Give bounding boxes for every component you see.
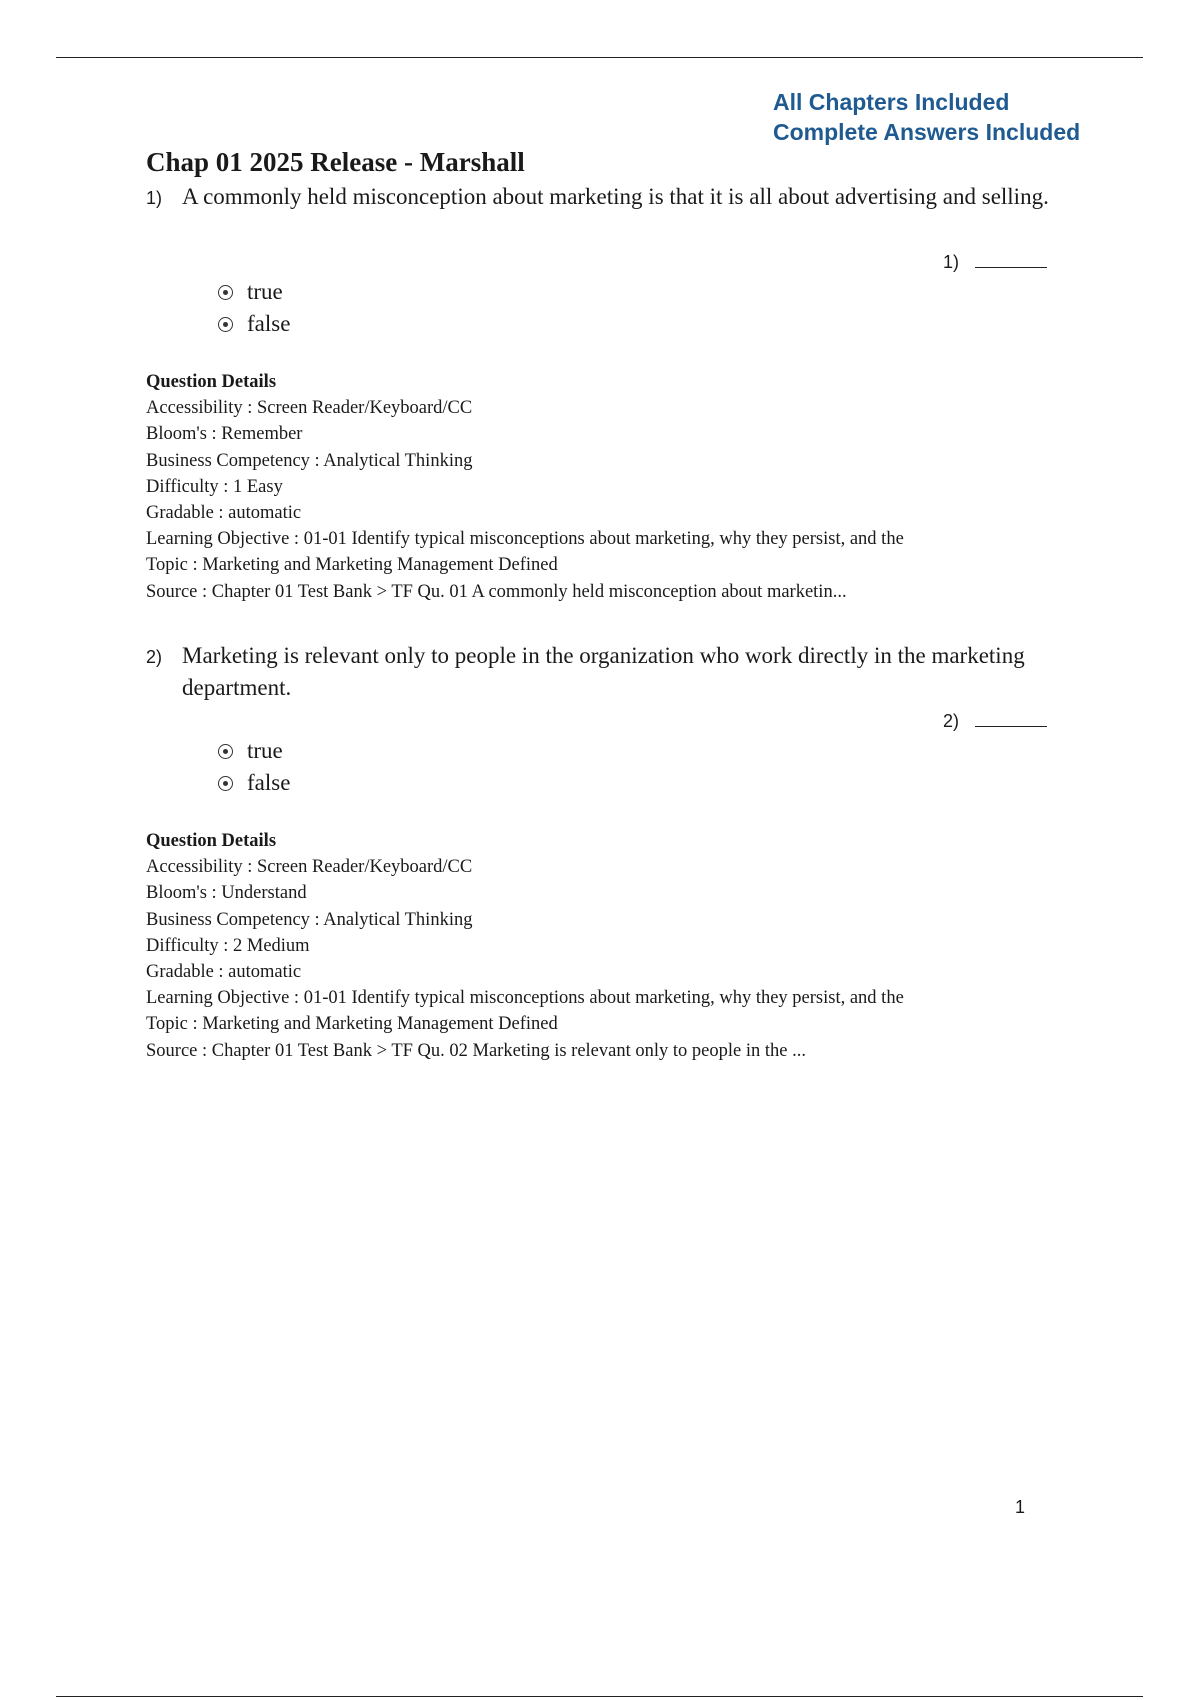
option-false[interactable]	[218, 767, 290, 799]
detail-gradable: Gradable : automatic	[146, 962, 302, 983]
answer-blank[interactable]	[975, 708, 1047, 727]
promo-banner	[773, 87, 1080, 147]
detail-gradable: Gradable : automatic	[146, 503, 302, 524]
detail-blooms: Bloom's : Remember	[146, 424, 303, 445]
answer-label: 2)	[943, 711, 960, 731]
detail-learning-objective: Learning Objective : 01-01 Identify typical misconceptions about marketing, why they persist, and the	[146, 529, 904, 550]
question-stem	[146, 181, 1106, 251]
answer-options	[218, 735, 290, 799]
radio-icon[interactable]	[218, 285, 233, 300]
answer-label: 1)	[943, 252, 960, 272]
radio-icon[interactable]	[218, 776, 233, 791]
question-number: 1)	[146, 188, 163, 208]
question-stem	[146, 640, 1106, 710]
option-label: false	[247, 770, 291, 795]
detail-business-competency: Business Competency : Analytical Thinking	[146, 909, 473, 930]
option-label: true	[247, 738, 283, 763]
answer-slot	[943, 249, 1047, 273]
detail-source: Source : Chapter 01 Test Bank > TF Qu. 01 A commonly held misconception about marketin...	[146, 581, 847, 602]
detail-accessibility: Accessibility : Screen Reader/Keyboard/CC	[146, 398, 473, 419]
detail-topic: Topic : Marketing and Marketing Management Defined	[146, 1014, 558, 1035]
answer-slot	[943, 708, 1047, 732]
option-label: false	[247, 311, 291, 336]
option-false[interactable]	[218, 308, 290, 340]
option-label: true	[247, 279, 283, 304]
detail-difficulty: Difficulty : 2 Medium	[146, 935, 310, 956]
question-details	[146, 828, 904, 1064]
detail-topic: Topic : Marketing and Marketing Management Defined	[146, 555, 558, 576]
details-heading: Question Details	[146, 831, 277, 851]
option-true[interactable]	[218, 276, 290, 308]
question-number: 2)	[146, 647, 163, 667]
radio-icon[interactable]	[218, 317, 233, 332]
detail-business-competency: Business Competency : Analytical Thinking	[146, 450, 473, 471]
question-1	[146, 181, 1106, 602]
question-text: Marketing is relevant only to people in the organization who work directly in the marketing department.	[182, 643, 1025, 700]
detail-difficulty: Difficulty : 1 Easy	[146, 476, 283, 497]
question-2	[146, 640, 1106, 1061]
option-true[interactable]	[218, 735, 290, 767]
detail-accessibility: Accessibility : Screen Reader/Keyboard/CC	[146, 857, 473, 878]
question-text: A commonly held misconception about marketing is that it is all about advertising and selling.	[182, 184, 1049, 209]
banner-line-2: Complete Answers Included	[773, 119, 1081, 145]
answer-blank[interactable]	[975, 249, 1047, 268]
question-details	[146, 369, 904, 605]
footer-rule	[56, 1696, 1143, 1697]
answer-options	[218, 276, 290, 340]
detail-learning-objective: Learning Objective : 01-01 Identify typical misconceptions about marketing, why they persist, and the	[146, 988, 904, 1009]
detail-source: Source : Chapter 01 Test Bank > TF Qu. 02 Marketing is relevant only to people in the ...	[146, 1040, 806, 1061]
header-rule	[56, 57, 1143, 58]
banner-line-1: All Chapters Included	[773, 89, 1010, 115]
document-title: Chap 01 2025 Release - Marshall	[146, 147, 525, 177]
radio-icon[interactable]	[218, 744, 233, 759]
details-heading: Question Details	[146, 372, 277, 392]
page-number: 1	[1015, 1497, 1026, 1517]
detail-blooms: Bloom's : Understand	[146, 883, 307, 904]
